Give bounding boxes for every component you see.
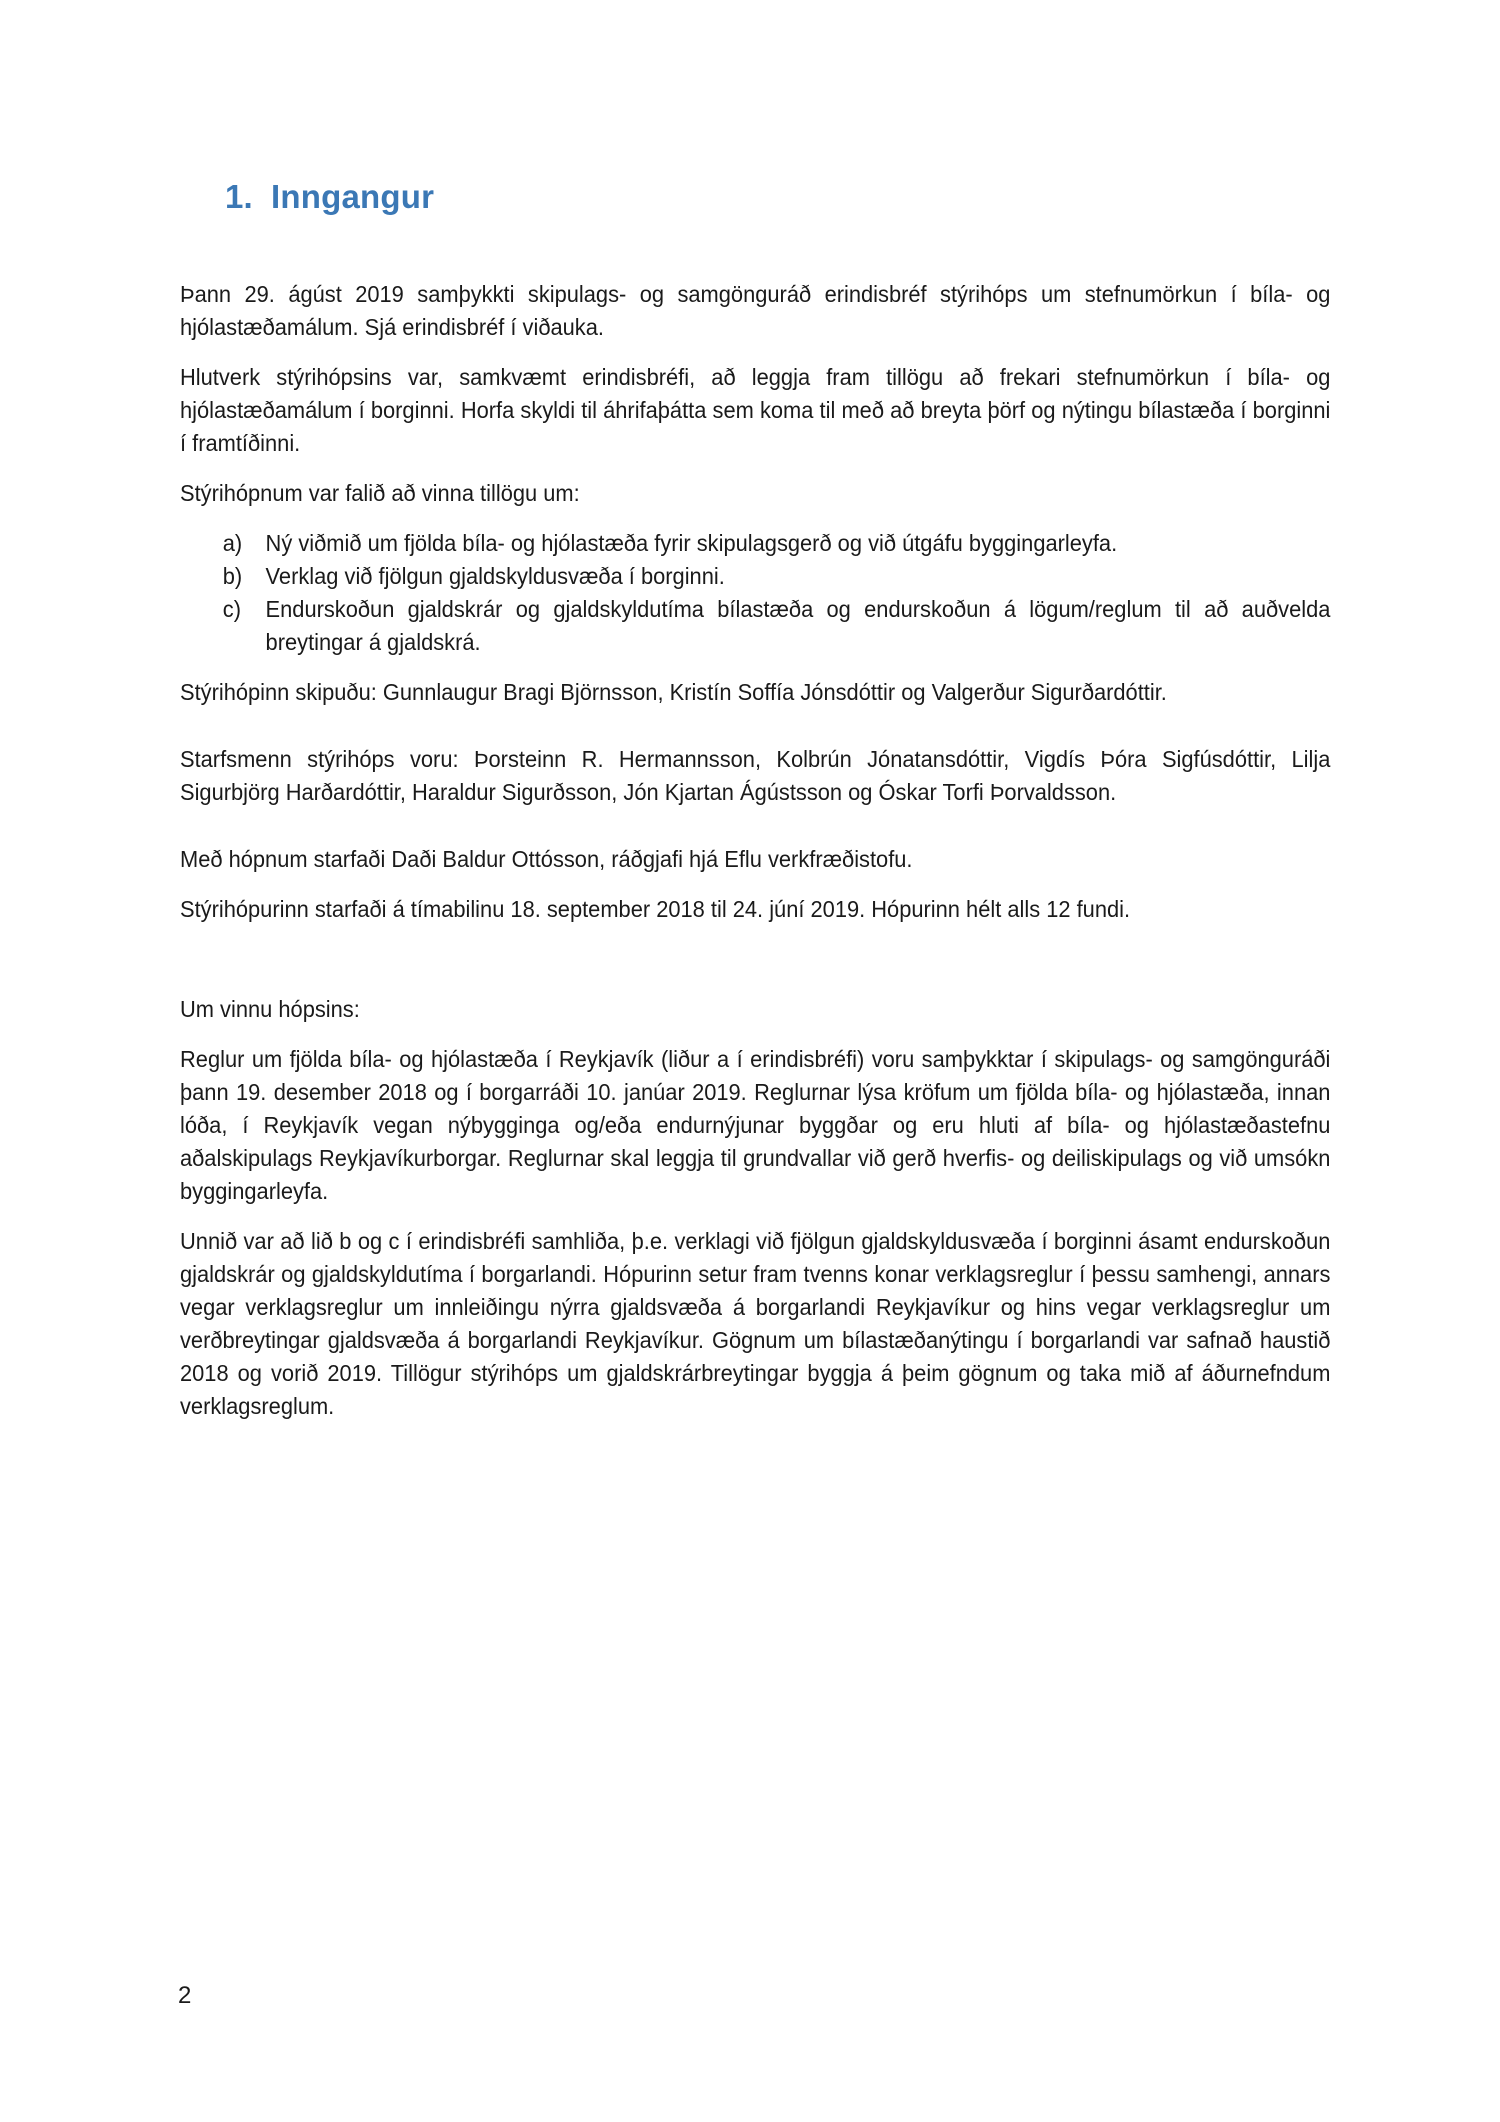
list-item-text: Endurskoðun gjaldskrár og gjaldskyldutíma bílastæða og endurskoðun á lögum/reglum til að auðvelda breytingar á gjaldskrá. xyxy=(265,596,1331,655)
page-number: 2 xyxy=(178,1982,192,2009)
list-marker: c) xyxy=(222,596,241,622)
list-item-text: Verklag við fjölgun gjaldskyldusvæða í borginni. xyxy=(265,563,725,589)
paragraph-rules: Reglur um fjölda bíla- og hjólastæða í Reykjavík (liður a í erindisbréfi) voru samþykktar í skipulags- og samgönguráði þann 19. desember 2018 og í borgarráði 10. janúar 2019. Reglurnar lýsa kröfum um fjölda bíla- og hjólastæða, innan lóða, í Reykjavík vegan nýbygginga og/eða endurnýjunar byggðar og eru hluti af bíla- og hjólastæðastefnu aðalskipulags Reykjavíkurborgar. Reglurnar skal leggja til grundvallar við gerð hverfis- og deiliskipulags og við umsókn byggingarleyfa. xyxy=(180,1046,1331,1204)
section-title: Inngangur xyxy=(271,178,435,215)
list-marker: a) xyxy=(222,530,243,556)
list-marker: b) xyxy=(222,563,243,589)
paragraph-staff: Starfsmenn stýrihóps voru: Þorsteinn R. Hermannsson, Kolbrún Jónatansdóttir, Vigdís Þóra Sigfúsdóttir, Lilja Sigurbjörg Harðardóttir, Haraldur Sigurðsson, Jón Kjartan Ágústsson og Óskar Torfi Þorvaldsson. xyxy=(180,746,1331,805)
list-item xyxy=(180,560,1330,593)
list-item-text: Ný viðmið um fjölda bíla- og hjólastæða fyrir skipulagsgerð og við útgáfu byggingarleyfa. xyxy=(265,530,1118,556)
list-item xyxy=(180,593,1330,659)
paragraph-work-heading: Um vinnu hópsins: xyxy=(180,996,360,1022)
paragraph-members: Stýrihópinn skipuðu: Gunnlaugur Bragi Björnsson, Kristín Soffía Jónsdóttir og Valgerður Sigurðardóttir. xyxy=(180,679,1167,705)
list-item xyxy=(180,527,1330,560)
paragraph-procedures: Unnið var að lið b og c í erindisbréfi samhliða, þ.e. verklagi við fjölgun gjaldskyldusvæða í borginni ásamt endurskoðun gjaldskrár og gjaldskyldutíma í borgarlandi. Hópurinn setur fram tvenns konar verklagsreglur í þessu samhengi, annars vegar verklagsreglur um innleiðingu nýrra gjaldsvæða á borgarlandi Reykjavíkur og hins vegar verklagsreglur um verðbreytingar gjaldsvæða á borgarlandi Reykjavíkur. Gögnum um bílastæðanýtingu í borgarlandi var safnað haustið 2018 og vorið 2019. Tillögur stýrihóps um gjaldskrárbreytingar byggja á þeim gögnum og taka mið af áðurnefndum verklagsreglum. xyxy=(180,1228,1331,1419)
paragraph-task-intro: Stýrihópnum var falið að vinna tillögu um: xyxy=(180,480,580,506)
body-text xyxy=(180,278,1330,1423)
task-list xyxy=(180,527,1330,659)
paragraph-role: Hlutverk stýrihópsins var, samkvæmt erindisbréfi, að leggja fram tillögu að frekari stefnumörkun í bíla- og hjólastæðamálum í borginni. Horfa skyldi til áhrifaþátta sem koma til með að breyta þörf og nýtingu bílastæða í borginni í framtíðinni. xyxy=(180,364,1331,456)
paragraph-consultant: Með hópnum starfaði Daði Baldur Ottósson, ráðgjafi hjá Eflu verkfræðistofu. xyxy=(180,846,913,872)
section-number: 1. xyxy=(225,178,253,215)
section-heading xyxy=(225,178,434,216)
paragraph-period: Stýrihópurinn starfaði á tímabilinu 18. september 2018 til 24. júní 2019. Hópurinn hélt alls 12 fundi. xyxy=(180,896,1131,922)
paragraph-intro: Þann 29. ágúst 2019 samþykkti skipulags- og samgönguráð erindisbréf stýrihóps um stefnumörkun í bíla- og hjólastæðamálum. Sjá erindisbréf í viðauka. xyxy=(180,281,1331,340)
